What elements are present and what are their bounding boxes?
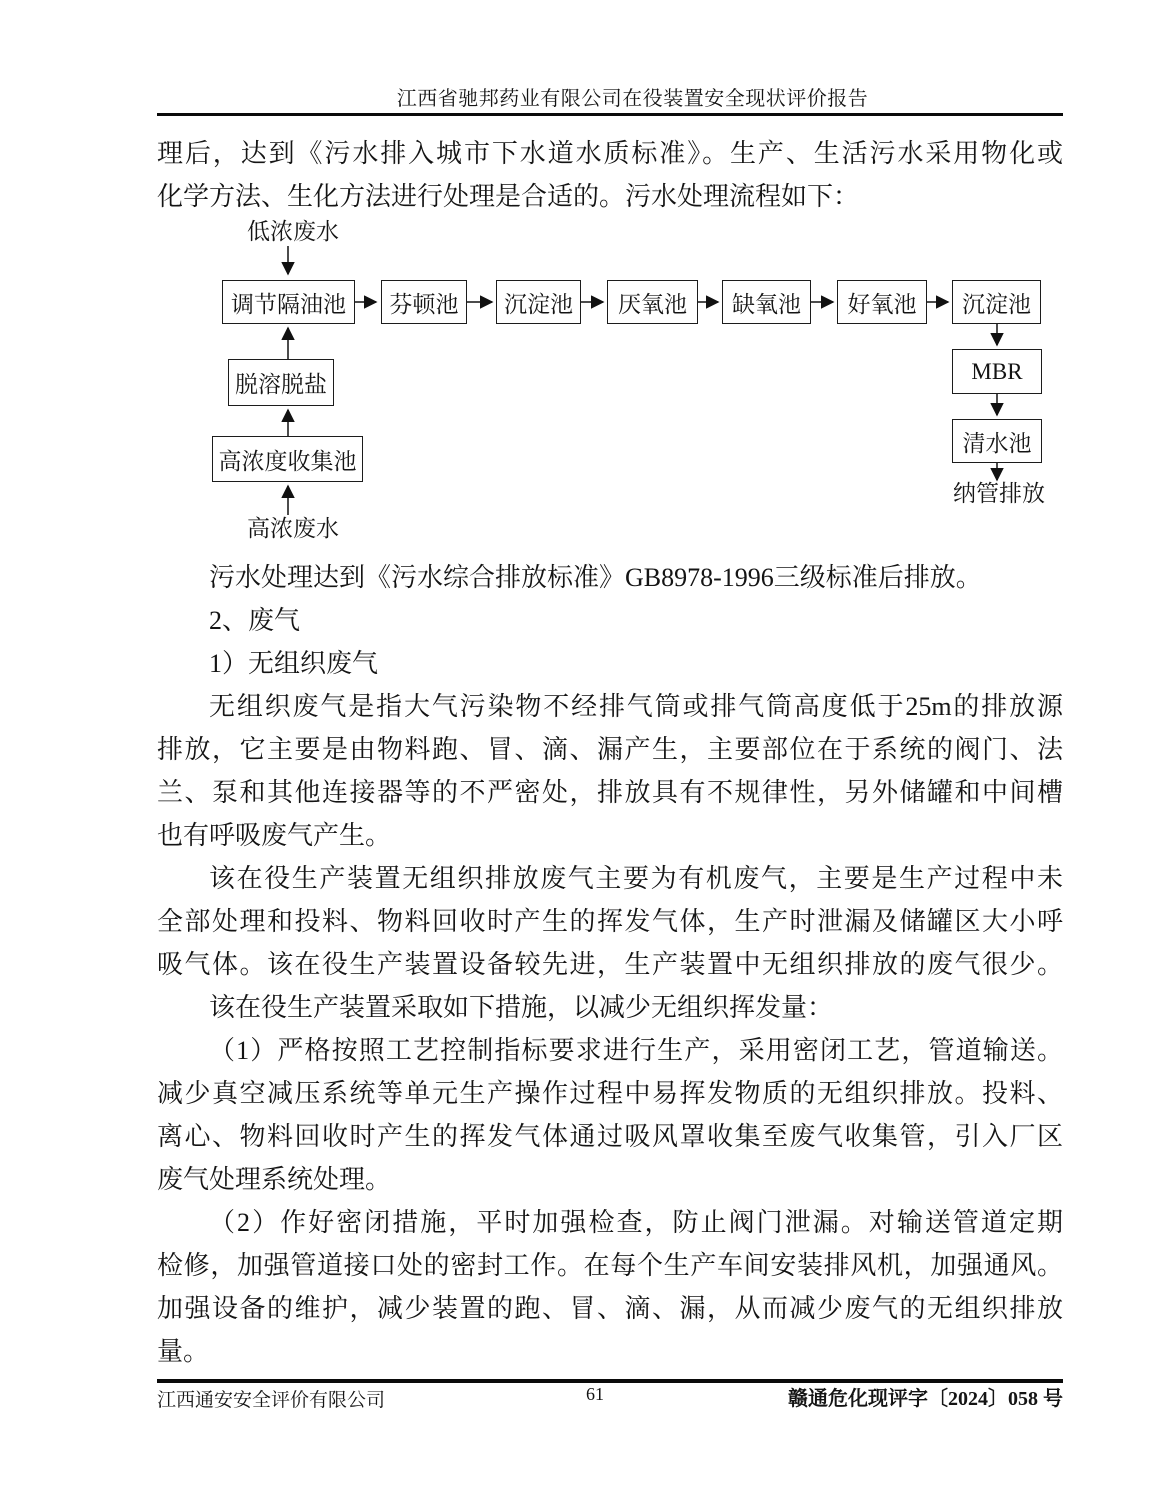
flow-node-desolvent-desalt: 脱溶脱盐 — [228, 359, 334, 406]
footer-document-number: 赣通危化现评字〔2024〕058 号 — [788, 1388, 1063, 1410]
paragraph-line: 全部处理和投料、物料回收时产生的挥发气体，生产时泄漏及储罐区大小呼 — [157, 907, 1063, 936]
label-high-conc-wastewater: 高浓废水 — [247, 516, 339, 541]
flow-node-regulating-oil-separation-pool: 调节隔油池 — [222, 280, 355, 324]
footer-company-name: 江西通安安全评价有限公司 — [157, 1390, 386, 1411]
paragraph-line: 加强设备的维护，减少装置的跑、冒、滴、漏，从而减少废气的无组织排放 — [157, 1294, 1063, 1323]
paragraph-line: 量。 — [157, 1337, 210, 1366]
paragraph-line: 吸气体。该在役生产装置设备较先进，生产装置中无组织排放的废气很少。 — [157, 950, 1063, 979]
flow-node-sedimentation-pool-2: 沉淀池 — [952, 280, 1041, 324]
flow-node-fenton-pool: 芬顿池 — [381, 280, 467, 324]
paragraph-line: （2）作好密闭措施，平时加强检查，防止阀门泄漏。对输送管道定期 — [209, 1208, 1063, 1237]
section-heading: 1）无组织废气 — [209, 649, 379, 678]
section-heading: 2、废气 — [209, 606, 301, 635]
paragraph-line: 检修，加强管道接口处的密封工作。在每个生产车间安装排风机，加强通风。 — [157, 1251, 1063, 1280]
flow-node-anoxic-pool: 缺氧池 — [722, 280, 811, 324]
flow-node-anaerobic-pool: 厌氧池 — [607, 280, 698, 324]
paragraph-line: 也有呼吸废气产生。 — [157, 821, 392, 850]
paragraph-line: 该在役生产装置无组织排放废气主要为有机废气，主要是生产过程中未 — [209, 864, 1063, 893]
flow-node-aerobic-pool: 好氧池 — [837, 280, 927, 324]
paragraph-line: 化学方法、生化方法进行处理是合适的。污水处理流程如下： — [157, 182, 860, 211]
page-number: 61 — [586, 1384, 604, 1404]
paragraph-line: 排放，它主要是由物料跑、冒、滴、漏产生，主要部位在于系统的阀门、法 — [157, 735, 1063, 764]
paragraph-line: 兰、泵和其他连接器等的不严密处，排放具有不规律性，另外储罐和中间槽 — [157, 778, 1063, 807]
footer-rule — [157, 1379, 1063, 1383]
paragraph-line: 废气处理系统处理。 — [157, 1165, 392, 1194]
flow-node-sedimentation-pool-1: 沉淀池 — [496, 280, 581, 324]
paragraph-line: 减少真空减压系统等单元生产操作过程中易挥发物质的无组织排放。投料、 — [157, 1079, 1063, 1108]
paragraph-line: 理后，达到《污水排入城市下水道水质标准》。生产、生活污水采用物化或 — [157, 139, 1063, 168]
paragraph-line: 无组织废气是指大气污染物不经排气筒或排气筒高度低于25m的排放源 — [209, 692, 1063, 721]
header-title: 江西省驰邦药业有限公司在役装置安全现状评价报告 — [396, 88, 869, 110]
label-low-conc-wastewater: 低浓废水 — [247, 219, 339, 244]
flow-node-high-conc-collection-pool: 高浓度收集池 — [212, 436, 363, 482]
page-body — [157, 132, 1063, 1373]
paragraph-line: 离心、物料回收时产生的挥发气体通过吸风罩收集至废气收集管，引入厂区 — [157, 1122, 1063, 1151]
paragraph-line: 该在役生产装置采取如下措施，以减少无组织挥发量： — [209, 993, 834, 1022]
paragraph-line: （1）严格按照工艺控制指标要求进行生产，采用密闭工艺，管道输送。 — [209, 1036, 1063, 1065]
flow-node-mbr: MBR — [952, 349, 1042, 394]
flow-node-clear-water-pool: 清水池 — [952, 419, 1042, 463]
header-rule — [157, 113, 1063, 116]
wastewater-treatment-flowchart — [157, 218, 1063, 556]
paragraph-line: 污水处理达到《污水综合排放标准》GB8978-1996三级标准后排放。 — [209, 563, 982, 592]
label-pipe-network-discharge: 纳管排放 — [953, 481, 1045, 506]
